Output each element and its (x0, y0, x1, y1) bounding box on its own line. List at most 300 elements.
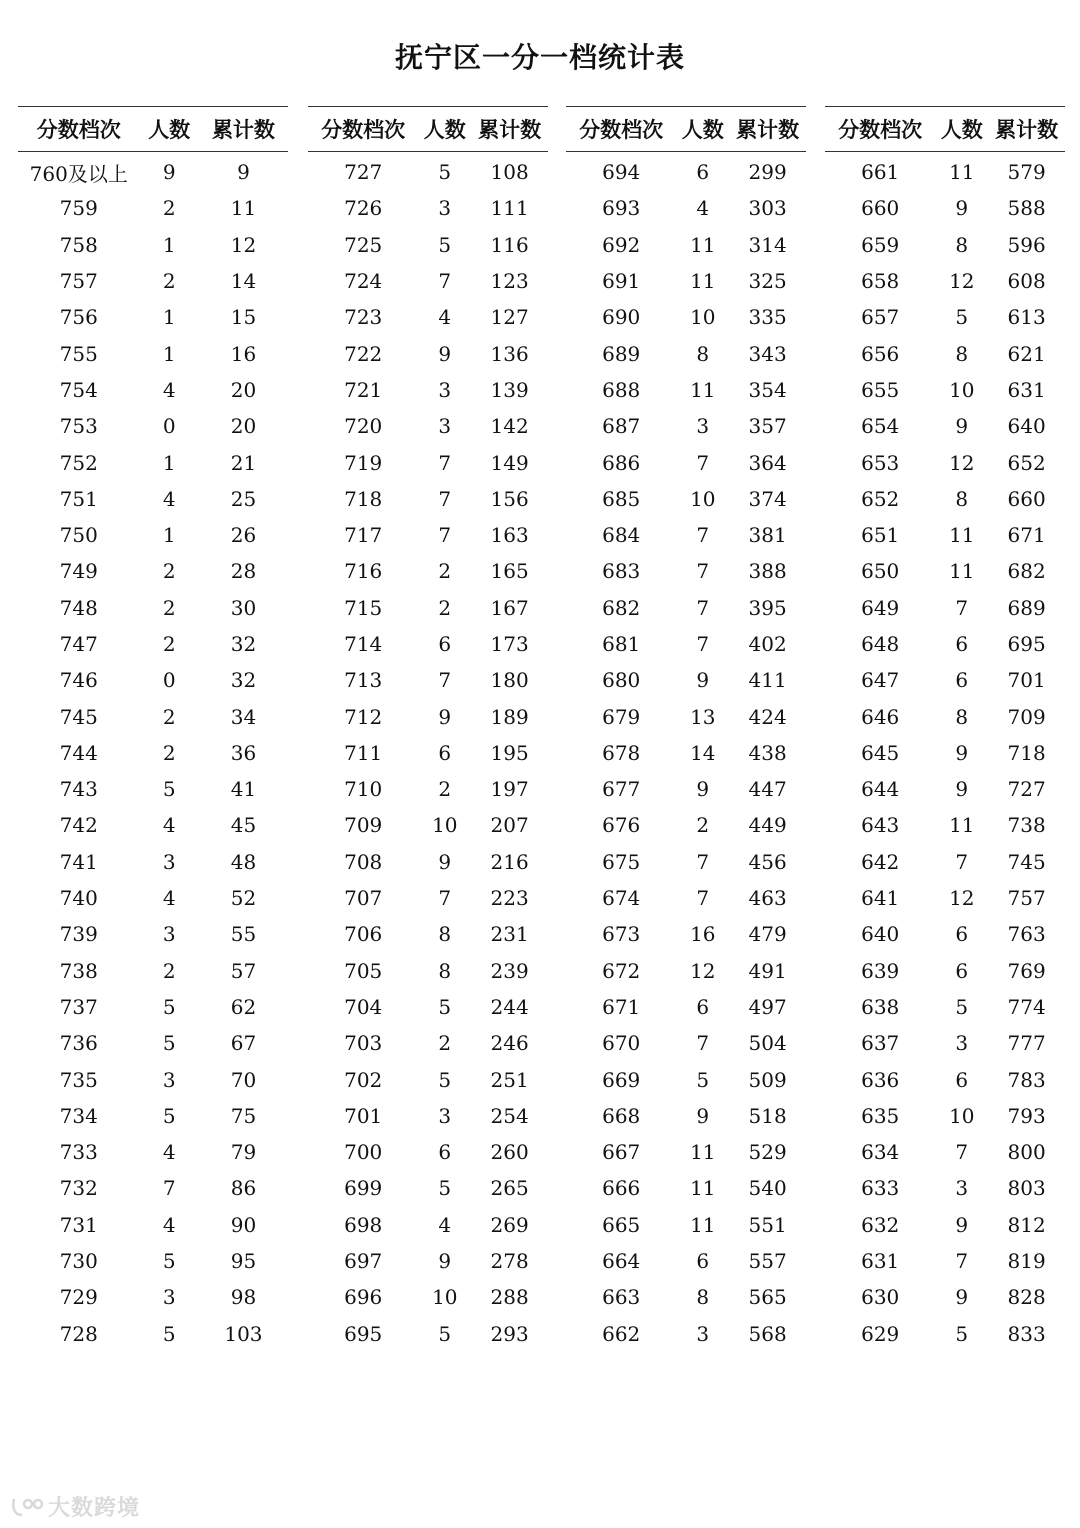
cell-cumulative: 32 (230, 668, 257, 693)
cell-score-band: 720 (344, 414, 383, 439)
table-row (566, 626, 806, 662)
table-row (566, 190, 806, 226)
cell-count: 0 (162, 414, 176, 439)
table-row (566, 263, 806, 299)
cell-cumulative: 402 (748, 632, 787, 656)
cell-count: 11 (690, 377, 716, 402)
table-row (18, 1170, 288, 1206)
cell-cumulative: 491 (748, 958, 787, 983)
table-row (825, 481, 1065, 517)
cell-score-band: 729 (59, 1285, 98, 1310)
table-row (18, 1025, 288, 1061)
cell-score-band: 675 (602, 849, 641, 874)
cell-count: 11 (949, 523, 975, 548)
cell-score-band: 652 (861, 486, 900, 511)
cell-score-band: 737 (59, 994, 98, 1019)
table-row (825, 844, 1065, 880)
cell-count: 4 (162, 377, 176, 402)
header-cumulative: 累计数 (471, 107, 548, 152)
cell-score-band: 693 (602, 196, 641, 221)
cell-count: 7 (696, 559, 710, 584)
table-row (566, 771, 806, 807)
cell-score-band: 716 (344, 559, 383, 584)
table-row (18, 335, 288, 371)
cell-count: 5 (162, 1031, 176, 1056)
cell-score-band: 665 (602, 1212, 641, 1237)
cell-cumulative: 231 (490, 922, 529, 947)
cell-count: 1 (162, 232, 176, 257)
score-table (566, 106, 806, 1352)
cell-count: 3 (955, 1031, 969, 1056)
table-row (566, 1061, 806, 1097)
cell-cumulative: 411 (748, 668, 787, 693)
table-row (308, 989, 548, 1025)
cell-score-band: 695 (344, 1321, 383, 1346)
table-row (18, 152, 288, 191)
cell-cumulative: 777 (1007, 1031, 1046, 1056)
cell-count: 7 (438, 450, 452, 475)
cell-count: 7 (696, 632, 710, 656)
cell-count: 9 (955, 740, 969, 765)
cell-cumulative: 479 (748, 922, 787, 947)
cell-cumulative: 197 (490, 777, 529, 802)
cell-cumulative: 21 (230, 450, 257, 475)
cell-count: 7 (696, 886, 710, 911)
cell-cumulative: 833 (1007, 1321, 1046, 1346)
cell-score-band: 637 (861, 1031, 900, 1056)
cell-score-band: 698 (344, 1212, 383, 1237)
cell-score-band: 684 (602, 523, 641, 548)
cell-score-band: 739 (59, 922, 98, 947)
cell-cumulative: 803 (1007, 1176, 1046, 1201)
cell-score-band: 648 (861, 632, 900, 656)
cell-count: 7 (438, 269, 452, 294)
cell-score-band: 685 (602, 486, 641, 511)
cell-score-band: 704 (344, 994, 383, 1019)
cell-cumulative: 180 (490, 668, 529, 693)
cell-score-band: 689 (602, 341, 641, 366)
table-row (18, 444, 288, 480)
cell-cumulative: 195 (490, 740, 529, 765)
cell-score-band: 736 (59, 1031, 98, 1056)
table-row (18, 771, 288, 807)
cell-score-band: 653 (861, 450, 900, 475)
cell-count: 7 (955, 595, 969, 620)
cell-count: 12 (949, 886, 975, 911)
table-row (566, 1098, 806, 1134)
cell-count: 7 (438, 523, 452, 548)
cell-score-band: 682 (602, 595, 641, 620)
cell-score-band: 722 (344, 341, 383, 366)
cell-count: 5 (955, 994, 969, 1019)
table-row (18, 1316, 288, 1352)
cell-cumulative: 800 (1007, 1140, 1046, 1165)
table-row (566, 1207, 806, 1243)
cell-score-band: 760及以上 (29, 161, 128, 186)
table-row (308, 1170, 548, 1206)
table-row (308, 1061, 548, 1097)
table-row (825, 880, 1065, 916)
cell-score-band: 697 (344, 1249, 383, 1274)
cell-count: 11 (690, 1176, 716, 1201)
cell-cumulative: 41 (230, 777, 257, 802)
cell-cumulative: 335 (748, 305, 787, 330)
cell-score-band: 678 (602, 740, 641, 765)
cell-cumulative: 763 (1007, 922, 1046, 947)
cell-score-band: 671 (602, 994, 641, 1019)
cell-cumulative: 299 (748, 160, 787, 185)
cell-score-band: 632 (861, 1212, 900, 1237)
cell-cumulative: 640 (1007, 414, 1046, 439)
table-row (825, 299, 1065, 335)
cell-cumulative: 111 (490, 196, 529, 221)
table-row (825, 517, 1065, 553)
cell-cumulative: 30 (230, 595, 257, 620)
page-title: 抚宁区一分一档统计表 (394, 41, 685, 74)
table-row (18, 263, 288, 299)
header-cumulative: 累计数 (729, 107, 806, 152)
cell-count: 9 (955, 196, 969, 221)
score-table (308, 106, 548, 1352)
cell-score-band: 658 (861, 269, 900, 294)
cell-count: 7 (696, 1031, 710, 1056)
table-row (566, 844, 806, 880)
table-row (18, 844, 288, 880)
cell-cumulative: 165 (490, 559, 529, 584)
table-row (825, 553, 1065, 589)
cell-score-band: 674 (602, 886, 641, 911)
cell-cumulative: 354 (748, 377, 787, 402)
cell-cumulative: 783 (1007, 1067, 1046, 1092)
table-row (18, 626, 288, 662)
cell-count: 11 (690, 269, 716, 294)
table-row (566, 1025, 806, 1061)
cell-score-band: 690 (602, 305, 641, 330)
table-row (308, 1279, 548, 1315)
cell-count: 5 (162, 777, 176, 802)
cell-cumulative: 463 (748, 886, 787, 911)
cell-cumulative: 557 (748, 1249, 787, 1274)
cell-count: 2 (162, 740, 176, 765)
cell-count: 6 (696, 160, 710, 185)
cell-cumulative: 75 (230, 1103, 257, 1128)
cell-count: 9 (955, 1212, 969, 1237)
table-row (825, 335, 1065, 371)
table-row (566, 662, 806, 698)
table-row (308, 553, 548, 589)
table-row (825, 372, 1065, 408)
table-row (825, 735, 1065, 771)
cell-count: 8 (438, 958, 452, 983)
table-row (825, 1207, 1065, 1243)
table-row (825, 590, 1065, 626)
table-row (308, 807, 548, 843)
cell-count: 10 (432, 1285, 458, 1310)
cell-cumulative: 288 (490, 1285, 529, 1310)
cell-cumulative: 447 (748, 777, 787, 802)
cell-score-band: 745 (59, 704, 98, 729)
cell-cumulative: 596 (1007, 232, 1046, 257)
cell-cumulative: 314 (748, 232, 787, 257)
cell-score-band: 691 (602, 269, 641, 294)
cell-cumulative: 588 (1007, 196, 1046, 221)
cell-cumulative: 621 (1007, 341, 1046, 366)
cell-count: 1 (162, 305, 176, 330)
cell-cumulative: 579 (1007, 160, 1046, 185)
cell-count: 3 (438, 377, 452, 402)
cell-cumulative: 123 (490, 269, 529, 294)
cell-score-band: 757 (59, 269, 98, 294)
table-row (18, 553, 288, 589)
cell-cumulative: 769 (1007, 958, 1046, 983)
cell-cumulative: 568 (748, 1321, 787, 1346)
cell-count: 9 (955, 1285, 969, 1310)
cell-count: 3 (955, 1176, 969, 1201)
cell-score-band: 683 (602, 559, 641, 584)
cell-count: 7 (696, 595, 710, 620)
cell-cumulative: 52 (230, 886, 257, 911)
cell-score-band: 706 (344, 922, 383, 947)
cell-cumulative: 738 (1007, 813, 1046, 838)
table-row (18, 299, 288, 335)
table-row (308, 1316, 548, 1352)
cell-cumulative: 139 (490, 377, 529, 402)
table-row (308, 844, 548, 880)
header-row (18, 107, 288, 152)
table-row (825, 626, 1065, 662)
table-row (308, 953, 548, 989)
cell-count: 2 (438, 1031, 452, 1056)
cell-count: 4 (162, 813, 176, 838)
cell-score-band: 633 (861, 1176, 900, 1201)
cell-cumulative: 189 (490, 704, 529, 729)
cell-score-band: 715 (344, 595, 383, 620)
table-row (18, 372, 288, 408)
cell-score-band: 664 (602, 1249, 641, 1274)
cell-count: 6 (955, 668, 969, 693)
cell-count: 7 (696, 450, 710, 475)
cell-count: 9 (438, 341, 452, 366)
table-row (308, 152, 548, 191)
cell-cumulative: 819 (1007, 1249, 1046, 1274)
header-count: 人数 (418, 107, 471, 152)
cell-cumulative: 254 (490, 1103, 529, 1128)
cell-count: 11 (949, 559, 975, 584)
table-row (566, 1134, 806, 1170)
cell-cumulative: 251 (490, 1067, 529, 1092)
cell-score-band: 718 (344, 486, 383, 511)
table-row (18, 953, 288, 989)
table-row (566, 517, 806, 553)
table-row (825, 227, 1065, 263)
header-score-band: 分数档次 (18, 107, 140, 152)
cell-cumulative: 325 (748, 269, 787, 294)
cell-count: 8 (955, 704, 969, 729)
cell-count: 11 (949, 813, 975, 838)
cell-score-band: 647 (861, 668, 900, 693)
cell-score-band: 646 (861, 704, 900, 729)
cell-count: 1 (162, 450, 176, 475)
cell-score-band: 732 (59, 1176, 98, 1201)
header-row (825, 107, 1065, 152)
cell-score-band: 666 (602, 1176, 641, 1201)
cell-count: 3 (696, 414, 710, 439)
cell-cumulative: 62 (230, 994, 257, 1019)
cell-score-band: 743 (59, 777, 98, 802)
cell-cumulative: 45 (230, 813, 257, 838)
table-row (18, 1134, 288, 1170)
cell-count: 5 (162, 1249, 176, 1274)
table-row (566, 335, 806, 371)
table-row (308, 698, 548, 734)
cell-cumulative: 718 (1007, 740, 1046, 765)
cell-cumulative: 364 (748, 450, 787, 475)
cell-count: 3 (438, 196, 452, 221)
table-row (566, 408, 806, 444)
table-row (825, 1316, 1065, 1352)
cell-score-band: 676 (602, 813, 641, 838)
table-row (18, 1207, 288, 1243)
table-row (308, 190, 548, 226)
table-row (825, 1098, 1065, 1134)
cell-score-band: 744 (59, 740, 98, 765)
table-row (308, 517, 548, 553)
table-block-1 (18, 106, 288, 1352)
table-row (308, 299, 548, 335)
cell-count: 5 (438, 994, 452, 1019)
table-row (566, 299, 806, 335)
cell-score-band: 649 (861, 595, 900, 620)
cell-score-band: 655 (861, 377, 900, 402)
cell-count: 3 (162, 849, 176, 874)
table-row (308, 1098, 548, 1134)
table-row (308, 263, 548, 299)
table-row (18, 481, 288, 517)
table-row (825, 444, 1065, 480)
cell-count: 6 (696, 1249, 710, 1274)
cell-count: 7 (955, 1140, 969, 1165)
header-count: 人数 (140, 107, 199, 152)
cell-score-band: 692 (602, 232, 641, 257)
table-row (308, 735, 548, 771)
cell-cumulative: 456 (748, 849, 787, 874)
header-cumulative: 累计数 (988, 107, 1065, 152)
cell-count: 4 (438, 305, 452, 330)
cell-cumulative: 36 (230, 740, 257, 765)
cell-score-band: 677 (602, 777, 641, 802)
cell-count: 7 (955, 1249, 969, 1274)
header-row (308, 107, 548, 152)
table-row (566, 916, 806, 952)
cell-cumulative: 86 (230, 1176, 257, 1201)
cell-count: 4 (162, 486, 176, 511)
table-row (566, 953, 806, 989)
cell-score-band: 702 (344, 1067, 383, 1092)
cell-cumulative: 90 (230, 1212, 257, 1237)
cell-count: 10 (432, 813, 458, 838)
cell-score-band: 738 (59, 958, 98, 983)
table-row (18, 227, 288, 263)
cell-score-band: 667 (602, 1140, 641, 1165)
cell-count: 6 (438, 632, 452, 656)
table-row (566, 880, 806, 916)
cell-cumulative: 529 (748, 1140, 787, 1165)
cell-score-band: 660 (861, 196, 900, 221)
cell-count: 5 (696, 1067, 710, 1092)
cell-cumulative: 216 (490, 849, 529, 874)
cell-cumulative: 32 (230, 632, 257, 656)
cell-count: 3 (438, 414, 452, 439)
cell-score-band: 656 (861, 341, 900, 366)
cell-count: 8 (955, 341, 969, 366)
table-row (566, 735, 806, 771)
cell-cumulative: 156 (490, 486, 529, 511)
cell-cumulative: 28 (230, 559, 257, 584)
table-row (566, 372, 806, 408)
cell-cumulative: 95 (230, 1249, 257, 1274)
cell-count: 2 (438, 595, 452, 620)
cell-cumulative: 79 (230, 1140, 257, 1165)
cell-cumulative: 774 (1007, 994, 1046, 1019)
cell-score-band: 711 (344, 740, 383, 765)
cell-cumulative: 812 (1007, 1212, 1046, 1237)
cell-score-band: 742 (59, 813, 98, 838)
cell-score-band: 694 (602, 160, 641, 185)
cell-count: 12 (949, 269, 975, 294)
cell-cumulative: 424 (748, 704, 787, 729)
cell-score-band: 735 (59, 1067, 98, 1092)
cell-count: 9 (955, 414, 969, 439)
watermark-text: 大数跨境 (48, 1496, 141, 1521)
cell-count: 13 (690, 704, 716, 729)
cell-count: 5 (162, 994, 176, 1019)
cell-cumulative: 497 (748, 994, 787, 1019)
cell-score-band: 726 (344, 196, 383, 221)
cell-count: 5 (438, 1067, 452, 1092)
cell-score-band: 730 (59, 1249, 98, 1274)
cell-score-band: 673 (602, 922, 641, 947)
cell-score-band: 703 (344, 1031, 383, 1056)
cell-cumulative: 20 (230, 414, 257, 439)
cell-count: 11 (949, 160, 975, 185)
cell-score-band: 748 (59, 595, 98, 620)
cell-cumulative: 381 (748, 523, 787, 548)
cell-count: 3 (162, 922, 176, 947)
cell-score-band: 719 (344, 450, 383, 475)
cell-cumulative: 269 (490, 1212, 529, 1237)
cell-cumulative: 136 (490, 341, 529, 366)
cell-cumulative: 12 (230, 232, 257, 257)
cell-cumulative: 98 (230, 1285, 257, 1310)
cell-cumulative: 142 (490, 414, 529, 439)
cell-count: 4 (162, 1140, 176, 1165)
table-row (308, 481, 548, 517)
cell-cumulative: 239 (490, 958, 529, 983)
cell-score-band: 688 (602, 377, 641, 402)
cell-cumulative: 127 (490, 305, 529, 330)
cell-score-band: 731 (59, 1212, 98, 1237)
cell-count: 2 (162, 559, 176, 584)
cell-count: 8 (438, 922, 452, 947)
cell-score-band: 707 (344, 886, 383, 911)
table-row (18, 1098, 288, 1134)
cell-count: 7 (438, 886, 452, 911)
cell-count: 10 (690, 305, 716, 330)
cell-count: 3 (162, 1285, 176, 1310)
cell-count: 5 (438, 1176, 452, 1201)
table-row (566, 1316, 806, 1352)
cell-count: 1 (162, 341, 176, 366)
